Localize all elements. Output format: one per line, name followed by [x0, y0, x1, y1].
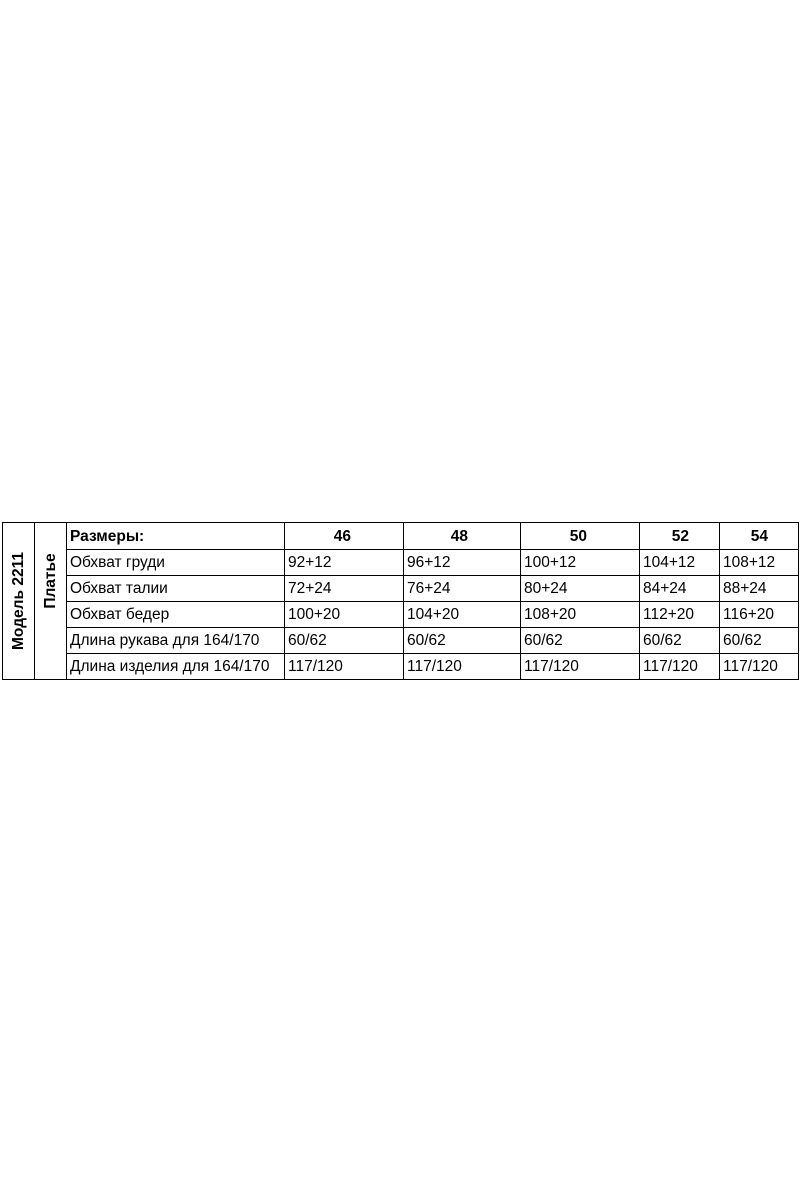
- table-cell: 117/120: [285, 654, 404, 680]
- table-row: [3, 550, 799, 576]
- table-cell: 100+20: [285, 602, 404, 628]
- size-header-50: 50: [521, 523, 640, 550]
- table-cell: 60/62: [404, 628, 521, 654]
- table-cell: 80+24: [521, 576, 640, 602]
- size-header-48: 48: [404, 523, 521, 550]
- table-row: [3, 654, 799, 680]
- product-cell: [35, 523, 67, 680]
- table-cell: 108+12: [720, 550, 799, 576]
- table-cell: 60/62: [640, 628, 720, 654]
- table-cell: 60/62: [521, 628, 640, 654]
- row-label-waist: Обхват талии: [67, 576, 285, 602]
- table-cell: 60/62: [720, 628, 799, 654]
- table-cell: 117/120: [720, 654, 799, 680]
- table-cell: 104+12: [640, 550, 720, 576]
- row-label-chest: Обхват груди: [67, 550, 285, 576]
- table-cell: 76+24: [404, 576, 521, 602]
- table-row: [3, 628, 799, 654]
- table-row: [3, 602, 799, 628]
- model-cell: [3, 523, 35, 680]
- table-cell: 117/120: [640, 654, 720, 680]
- table-cell: 117/120: [404, 654, 521, 680]
- table-cell: 112+20: [640, 602, 720, 628]
- size-header-46: 46: [285, 523, 404, 550]
- table-cell: 92+12: [285, 550, 404, 576]
- table-cell: 60/62: [285, 628, 404, 654]
- size-table: [2, 522, 799, 680]
- table-row: [3, 576, 799, 602]
- size-header-52: 52: [640, 523, 720, 550]
- model-label: Модель 2211: [9, 552, 27, 650]
- table-cell: 117/120: [521, 654, 640, 680]
- table-cell: 88+24: [720, 576, 799, 602]
- table-cell: 84+24: [640, 576, 720, 602]
- row-label-sleeve-length: Длина рукава для 164/170: [67, 628, 285, 654]
- table-cell: 72+24: [285, 576, 404, 602]
- size-header-54: 54: [720, 523, 799, 550]
- product-label: Платье: [41, 553, 59, 609]
- table-cell: 104+20: [404, 602, 521, 628]
- sizes-header-label: Размеры:: [67, 523, 285, 550]
- row-label-garment-length: Длина изделия для 164/170: [67, 654, 285, 680]
- header-row: [3, 523, 799, 550]
- size-chart: [2, 522, 798, 677]
- table-cell: 96+12: [404, 550, 521, 576]
- table-cell: 108+20: [521, 602, 640, 628]
- row-label-hips: Обхват бедер: [67, 602, 285, 628]
- table-cell: 100+12: [521, 550, 640, 576]
- table-cell: 116+20: [720, 602, 799, 628]
